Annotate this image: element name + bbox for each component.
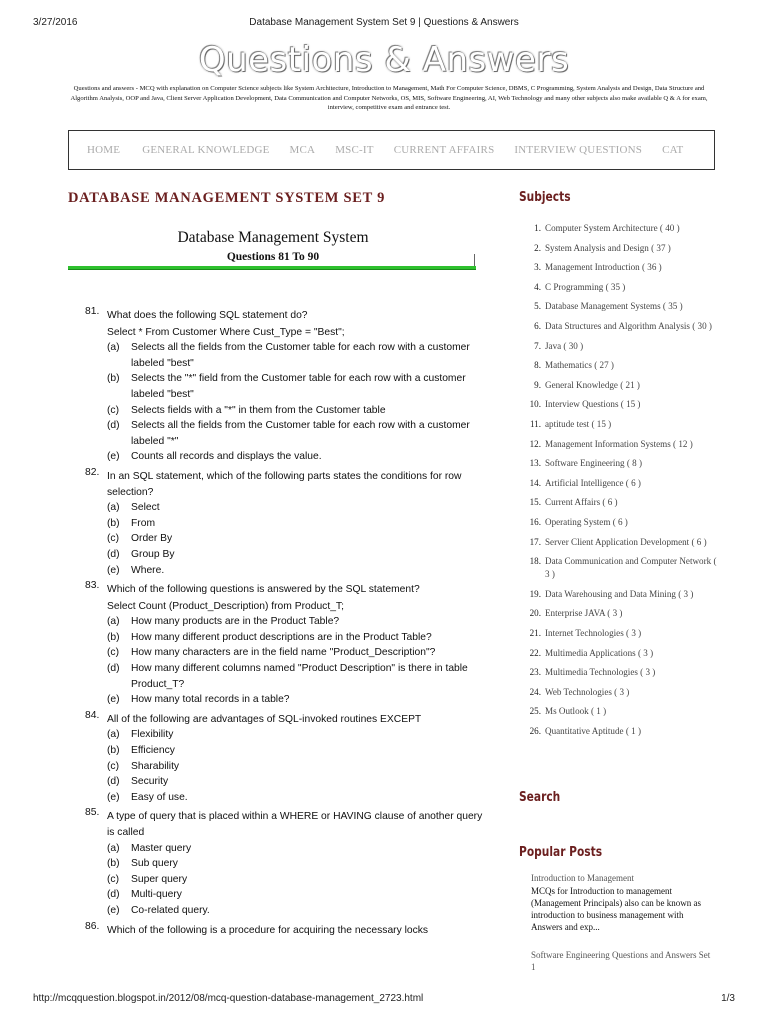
print-page-title: Database Management System Set 9 | Questions & Answers — [249, 17, 519, 28]
nav-home[interactable]: HOME — [87, 144, 121, 156]
question-text: In an SQL statement, which of the following parts states the conditions for row selection? — [107, 470, 462, 498]
subject-item — [519, 457, 719, 470]
option-text: Group By — [131, 548, 175, 560]
subject-link[interactable]: Internet Technologies ( 3 ) — [545, 628, 642, 639]
subject-item — [519, 340, 719, 353]
subject-number: 2. — [534, 242, 541, 253]
answer-option — [107, 774, 485, 790]
subject-number: 24. — [529, 686, 541, 697]
subject-link[interactable]: Mathematics ( 27 ) — [545, 360, 614, 371]
option-letter: (c) — [107, 760, 120, 772]
answer-option — [107, 371, 485, 402]
subject-link[interactable]: C Programming ( 35 ) — [545, 281, 626, 292]
option-letter: (d) — [107, 548, 120, 560]
question-item — [85, 920, 485, 939]
content-heading — [68, 229, 478, 263]
question-item — [85, 308, 485, 469]
subject-number: 13. — [529, 458, 541, 469]
answer-option — [107, 614, 485, 630]
subject-number: 10. — [529, 399, 541, 410]
subject-item — [519, 438, 719, 451]
subject-item — [519, 300, 719, 313]
option-text: Counts all records and displays the value. — [131, 451, 322, 463]
popular-posts — [531, 872, 716, 973]
subject-item — [519, 418, 719, 431]
popular-post-snippet: MCQs for Introduction to management (Management Principals) also can be known as introduction to business management with Answers and exp... — [531, 886, 701, 932]
print-url: http://mcqquestion.blogspot.in/2012/08/mcq-question-database-management_2723.html — [33, 993, 424, 1004]
answer-option — [107, 727, 485, 743]
subject-item — [519, 725, 719, 738]
subject-item — [519, 477, 719, 490]
subject-number: 18. — [529, 556, 541, 567]
answer-option — [107, 661, 485, 692]
answer-option — [107, 500, 485, 516]
question-number: 83. — [85, 580, 100, 592]
option-letter: (b) — [107, 858, 120, 870]
nav-msc-it[interactable]: MSC-IT — [335, 144, 374, 156]
option-letter: (d) — [107, 776, 120, 788]
subject-link[interactable]: Server Client Application Development ( 6 ) — [545, 536, 707, 547]
popular-post-title[interactable]: Software Engineering Questions and Answers Set 1 — [531, 950, 711, 972]
option-letter: (e) — [107, 904, 120, 916]
subject-link[interactable]: Computer System Architecture ( 40 ) — [545, 223, 680, 233]
popular-post-title[interactable]: Introduction to Management — [531, 873, 634, 883]
nav-general-knowledge[interactable]: GENERAL KNOWLEDGE — [142, 144, 270, 156]
subject-number: 25. — [529, 706, 541, 717]
subject-number: 22. — [529, 647, 541, 658]
sql-statement: Select Count (Product_Description) from Product_T; — [107, 600, 344, 612]
subject-number: 12. — [529, 438, 541, 449]
subject-item — [519, 666, 719, 679]
answer-option — [107, 630, 485, 646]
subject-number: 20. — [529, 608, 541, 619]
search-heading: Search — [519, 790, 561, 805]
answer-option — [107, 531, 485, 547]
question-text: Which of the following questions is answered by the SQL statement? — [107, 584, 420, 596]
subject-item — [519, 686, 719, 699]
subject-number: 8. — [534, 360, 541, 371]
nav-interview-questions[interactable]: INTERVIEW QUESTIONS — [514, 144, 643, 156]
option-text: Flexibility — [131, 729, 174, 741]
subject-item — [519, 398, 719, 411]
question-text: Which of the following is a procedure for acquiring the necessary locks — [107, 924, 429, 936]
option-letter: (b) — [107, 517, 120, 529]
sidebar — [519, 190, 719, 745]
subjects-list — [519, 222, 719, 738]
answer-option — [107, 340, 485, 371]
question-number: 85. — [85, 807, 100, 819]
subject-link[interactable]: Enterprise JAVA ( 3 ) — [545, 608, 623, 619]
option-text: From — [131, 517, 156, 529]
option-letter: (a) — [107, 342, 120, 354]
answer-option — [107, 547, 485, 563]
option-text: Selects all the fields from the Customer table for each row with a customer labeled "*" — [131, 420, 470, 447]
question-number: 81. — [85, 306, 100, 317]
option-letter: (d) — [107, 420, 120, 432]
answer-option — [107, 790, 485, 806]
option-text: How many products are in the Product Table? — [131, 616, 340, 628]
question-text: A type of query that is placed within a WHERE or HAVING clause of another query is called — [107, 811, 483, 838]
sql-statement: Select * From Customer Where Cust_Type = "Best"; — [107, 326, 345, 338]
option-text: Multi-query — [131, 889, 182, 901]
subject-number: 15. — [529, 497, 541, 508]
question-list — [85, 308, 485, 938]
subject-item — [519, 588, 719, 601]
option-text: Selects fields with a "*" in them from the Customer table — [131, 404, 386, 416]
subject-link[interactable]: Database Management Systems ( 35 ) — [545, 301, 683, 312]
option-text: Where. — [131, 564, 165, 576]
subject-link[interactable]: Software Engineering ( 8 ) — [545, 458, 642, 469]
option-text: Master query — [131, 842, 192, 854]
heading-underline — [68, 266, 476, 270]
answer-option — [107, 449, 485, 465]
option-letter: (e) — [107, 564, 120, 576]
option-letter: (c) — [107, 873, 120, 885]
option-text: How many different product descriptions are in the Product Table? — [131, 631, 432, 643]
answer-option — [107, 759, 485, 775]
option-letter: (e) — [107, 791, 120, 803]
subject-item — [519, 359, 719, 372]
subject-number: 4. — [534, 281, 541, 292]
option-letter: (c) — [107, 404, 120, 416]
subject-link[interactable]: Data Structures and Algorithm Analysis ( 30 ) — [545, 320, 712, 331]
subject-item — [519, 222, 719, 235]
option-letter: (b) — [107, 745, 120, 757]
subject-link[interactable]: General Knowledge ( 21 ) — [545, 379, 640, 390]
subject-number: 3. — [534, 262, 541, 273]
option-letter: (c) — [107, 647, 120, 659]
subject-number: 19. — [529, 588, 541, 599]
subject-item — [519, 379, 719, 392]
answer-option — [107, 856, 485, 872]
subject-item — [519, 496, 719, 509]
answer-option — [107, 516, 485, 532]
option-letter: (a) — [107, 842, 120, 854]
answer-option — [107, 645, 485, 661]
subject-item — [519, 242, 719, 255]
subject-number: 6. — [534, 320, 541, 331]
option-letter: (a) — [107, 729, 120, 741]
option-text: Efficiency — [131, 745, 175, 757]
question-item — [85, 809, 485, 922]
option-text: How many different columns named "Product Description" is there in table Product_T? — [131, 663, 468, 690]
option-text: Easy of use. — [131, 791, 188, 803]
option-letter: (d) — [107, 663, 120, 675]
subject-link[interactable]: System Analysis and Design ( 37 ) — [545, 242, 671, 253]
site-description: Questions and answers - MCQ with explanation on Computer Science subjects like System Architecture, Introduction to Management, Math For Computer Science, DBMS, C Programming, System Analysis and Design, Data Structure and Algorithm Analysis, OOP and Java, Client Server Application Development, Data Communication and Computer Networks, OS, MIS, Software Engineering, AI, Web Technology and many other subjects also make available Q & A for exam, interview, competitive exam and entrance test. — [70, 85, 708, 111]
subject-number: 11. — [529, 418, 541, 429]
option-letter: (b) — [107, 373, 120, 385]
answer-option — [107, 692, 485, 708]
option-text: Order By — [131, 533, 173, 545]
question-item — [85, 466, 485, 582]
subject-link[interactable]: Management Information Systems ( 12 ) — [545, 438, 693, 449]
option-text: Selects the "*" field from the Customer table for each row with a customer labeled "best" — [131, 373, 466, 400]
subject-link[interactable]: Interview Questions ( 15 ) — [545, 399, 641, 410]
subject-link[interactable]: Management Introduction ( 36 ) — [545, 262, 662, 273]
option-letter: (b) — [107, 631, 120, 643]
option-text: Select — [131, 502, 160, 514]
subject-link[interactable]: Quantitative Aptitude ( 1 ) — [545, 726, 641, 737]
question-number: 86. — [85, 920, 100, 932]
option-letter: (e) — [107, 451, 120, 463]
subject-link[interactable]: Data Warehousing and Data Mining ( 3 ) — [545, 588, 694, 599]
nav-cat[interactable]: CAT — [662, 144, 684, 156]
subject-item — [519, 320, 719, 333]
subject-link[interactable]: Multimedia Applications ( 3 ) — [545, 647, 654, 658]
nav-current-affairs[interactable]: CURRENT AFFAIRS — [393, 144, 495, 156]
answer-option — [107, 403, 485, 419]
question-item — [85, 582, 485, 712]
subject-item — [519, 281, 719, 294]
answer-option — [107, 887, 485, 903]
answer-option — [107, 841, 485, 857]
subject-item — [519, 516, 719, 529]
answer-option — [107, 743, 485, 759]
option-text: How many total records in a table? — [131, 694, 290, 706]
question-text: All of the following are advantages of SQL-invoked routines EXCEPT — [107, 713, 422, 725]
content-title: Database Management System — [177, 229, 369, 246]
subject-link[interactable]: Ms Outlook ( 1 ) — [545, 706, 607, 717]
subject-link[interactable]: Multimedia Technologies ( 3 ) — [545, 667, 656, 678]
answer-option — [107, 903, 485, 919]
subject-item — [519, 647, 719, 660]
option-letter: (c) — [107, 533, 120, 545]
question-number: 84. — [85, 709, 100, 721]
option-letter: (a) — [107, 502, 120, 514]
subject-number: 16. — [529, 516, 541, 527]
option-text: Sharability — [131, 760, 180, 772]
option-text: How many characters are in the field name "Product_Description"? — [131, 647, 436, 659]
question-number: 82. — [85, 466, 100, 478]
subject-number: 21. — [529, 628, 541, 639]
option-letter: (d) — [107, 889, 120, 901]
site-title[interactable]: Questions & Answers — [198, 40, 570, 80]
option-text: Selects all the fields from the Customer table for each row with a customer labeled "best" — [131, 342, 470, 369]
subject-item — [519, 536, 719, 549]
subject-link[interactable]: aptitude test ( 15 ) — [545, 418, 612, 429]
subject-number: 14. — [529, 477, 541, 488]
subject-number: 26. — [529, 726, 541, 737]
subject-number: 17. — [529, 536, 541, 547]
subject-link[interactable]: Java ( 30 ) — [545, 340, 584, 351]
nav-mca[interactable]: MCA — [289, 144, 316, 156]
subject-link[interactable]: Data Communication and Computer Network ( 3 ) — [545, 556, 717, 580]
subject-link[interactable]: Web Technologies ( 3 ) — [545, 686, 630, 697]
question-item — [85, 709, 485, 810]
subject-link[interactable]: Artificial Intelligence ( 6 ) — [545, 477, 641, 488]
subject-item — [519, 261, 719, 274]
subject-number: 9. — [534, 379, 541, 390]
subjects-heading: Subjects — [519, 190, 571, 205]
subject-item — [519, 607, 719, 620]
subject-number: 7. — [534, 340, 541, 351]
option-text: Sub query — [131, 858, 178, 870]
subject-link[interactable]: Operating System ( 6 ) — [545, 516, 628, 527]
subject-link[interactable]: Current Affairs ( 6 ) — [545, 497, 618, 508]
option-text: Security — [131, 776, 169, 788]
option-text: Co-related query. — [131, 904, 210, 916]
option-letter: (e) — [107, 694, 120, 706]
subject-number: 5. — [534, 301, 541, 312]
answer-option — [107, 418, 485, 449]
subject-item — [519, 555, 719, 581]
main-nav — [68, 130, 715, 170]
option-letter: (a) — [107, 616, 120, 628]
subject-number: 1. — [534, 223, 541, 233]
post-title[interactable]: DATABASE MANAGEMENT SYSTEM SET 9 — [68, 190, 386, 206]
answer-option — [107, 563, 485, 579]
subject-number: 23. — [529, 667, 541, 678]
option-text: Super query — [131, 873, 188, 885]
subject-item — [519, 705, 719, 718]
content-subtitle: Questions 81 To 90 — [226, 251, 320, 263]
question-text: What does the following SQL statement do? — [107, 310, 308, 321]
print-page-number: 1/3 — [721, 993, 735, 1004]
subject-item — [519, 627, 719, 640]
answer-option — [107, 872, 485, 888]
popular-posts-heading: Popular Posts — [519, 845, 603, 860]
print-date: 3/27/2016 — [33, 17, 78, 28]
